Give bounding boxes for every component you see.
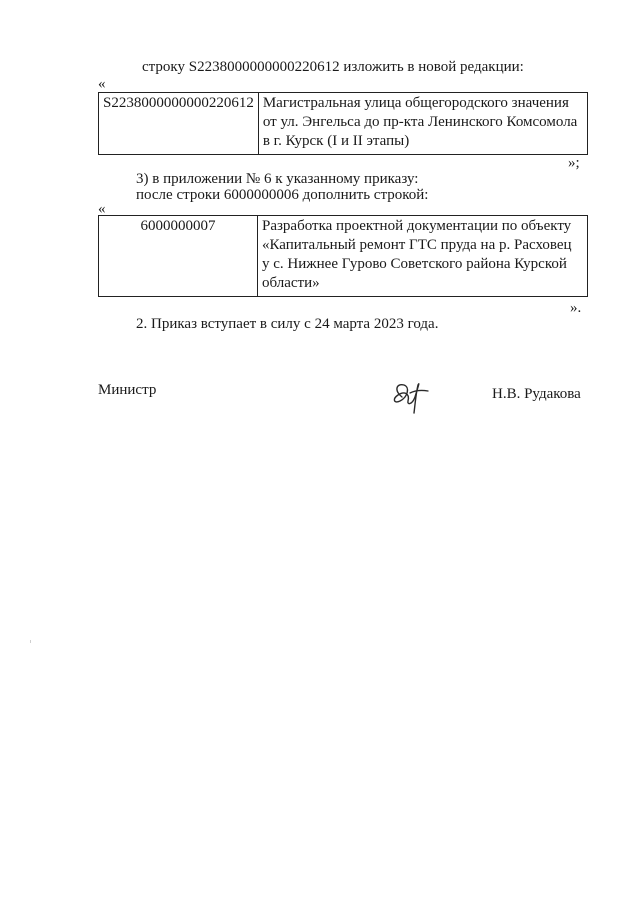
margin-mark [30,640,31,643]
table-cell-code: S2238000000000220612 [99,93,259,155]
after-row-line: после строки 6000000006 дополнить строкой: [136,187,429,203]
signature-name: Н.В. Рудакова [492,386,581,402]
table-cell-description [258,93,587,155]
table-row [99,93,588,155]
table-cell-description [258,216,588,297]
handwritten-signature [388,375,438,415]
item-2-line: 2. Приказ вступает в силу с 24 марта 2023 года. [136,316,439,332]
table-new-row [98,215,588,297]
close-quote-2: ». [570,300,582,316]
intro-line: строку S2238000000000220612 изложить в новой редакции: [142,59,524,75]
description-line: в г. Курск (I и II этапы) [262,133,410,149]
close-quote-1: »; [568,155,580,171]
open-quote-2: « [98,201,106,217]
table-cell-code: 6000000007 [99,216,258,297]
table-replacement-row [98,92,588,155]
table-row [99,216,588,297]
description-line: у с. Нижнее Гурово Советского района Курской [262,256,567,272]
signature-position: Министр [98,382,157,398]
description-line: от ул. Энгельса до пр-кта Ленинского Комсомола [262,114,578,130]
description-line: Магистральная улица общегородского значения [262,95,569,111]
description-line: Разработка проектной документации по объекту [262,218,572,234]
description-line: области» [262,275,320,291]
open-quote-1: « [98,76,106,92]
item-3-line: 3) в приложении № 6 к указанному приказу: [136,171,419,187]
description-line: «Капитальный ремонт ГТС пруда на р. Расховец [262,237,572,253]
